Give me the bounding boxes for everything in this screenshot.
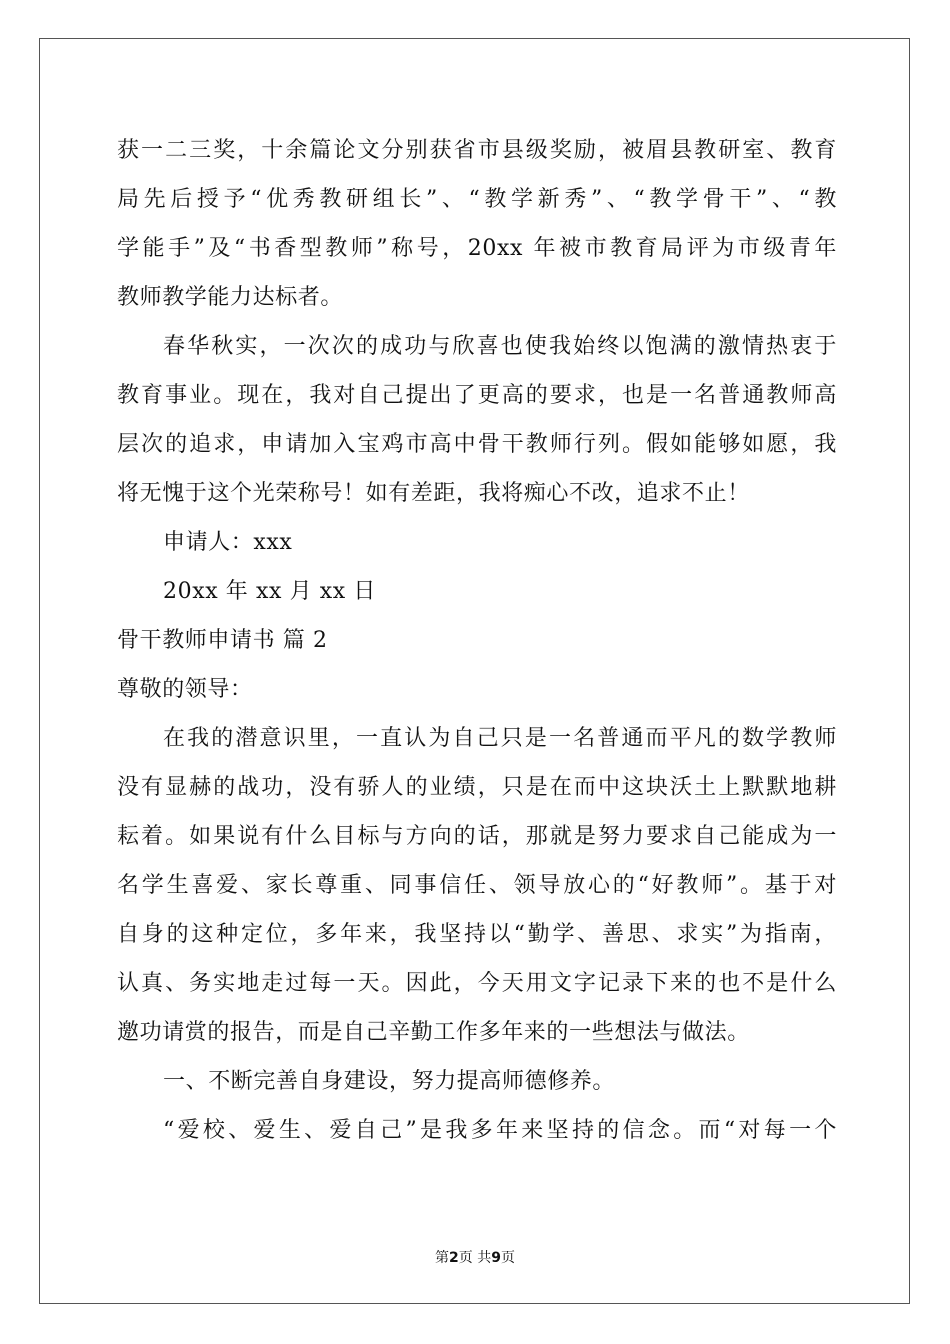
footer-suffix: 页 <box>500 1250 515 1266</box>
text-line: 在我的潜意识里，一直认为自己只是一名普通而平凡的数学教师 <box>163 726 837 751</box>
text-line: 认真、务实地走过每一天。因此，今天用文字记录下来的也不是什么 <box>117 971 837 996</box>
text-line: 将无愧于这个光荣称号！如有差距，我将痴心不改，追求不止！ <box>117 481 750 506</box>
text-line: 尊敬的领导： <box>117 677 253 702</box>
current-page-number: 2 <box>449 1250 459 1266</box>
footer-prefix: 第 <box>435 1250 450 1266</box>
total-page-number: 9 <box>491 1250 501 1266</box>
text-line: 名学生喜爱、家长尊重、同事信任、领导放心的“好教师”。基于对 <box>117 873 837 898</box>
footer-mid: 页 共 <box>458 1250 492 1266</box>
text-line: 教育事业。现在，我对自己提出了更高的要求，也是一名普通教师高 <box>117 383 837 408</box>
text-line: “爱校、爱生、爱自己”是我多年来坚持的信念。而“对每一个 <box>163 1118 837 1143</box>
text-line: 局先后授予“优秀教研组长”、“教学新秀”、“教学骨干”、“教 <box>117 187 837 212</box>
text-line: 自身的这种定位，多年来，我坚持以“勤学、善思、求实”为指南， <box>117 922 837 947</box>
text-line: 获一二三奖，十余篇论文分别获省市县级奖励，被眉县教研室、教育 <box>117 138 837 163</box>
text-line: 教师教学能力达标者。 <box>117 285 344 310</box>
text-line: 学能手”及“书香型教师”称号，20xx 年被市教育局评为市级青年 <box>117 236 837 261</box>
text-line: 没有显赫的战功，没有骄人的业绩，只是在而中这块沃土上默默地耕 <box>117 775 837 800</box>
text-line: 20xx 年 xx 月 xx 日 <box>163 579 377 604</box>
text-line: 耘着。如果说有什么目标与方向的话，那就是努力要求自己能成为一 <box>117 824 837 849</box>
text-line: 春华秋实，一次次的成功与欣喜也使我始终以饱满的激情热衷于 <box>163 334 837 359</box>
text-line: 邀功请赏的报告，而是自己辛勤工作多年来的一些想法与做法。 <box>117 1020 750 1045</box>
text-line: 一、不断完善自身建设，努力提高师德修养。 <box>163 1069 616 1094</box>
text-line: 申请人：xxx <box>163 530 293 555</box>
page-footer <box>0 1247 950 1267</box>
text-line: 骨干教师申请书 篇 2 <box>117 628 328 653</box>
document-body <box>117 126 837 1155</box>
text-line: 层次的追求，申请加入宝鸡市高中骨干教师行列。假如能够如愿，我 <box>117 432 837 457</box>
